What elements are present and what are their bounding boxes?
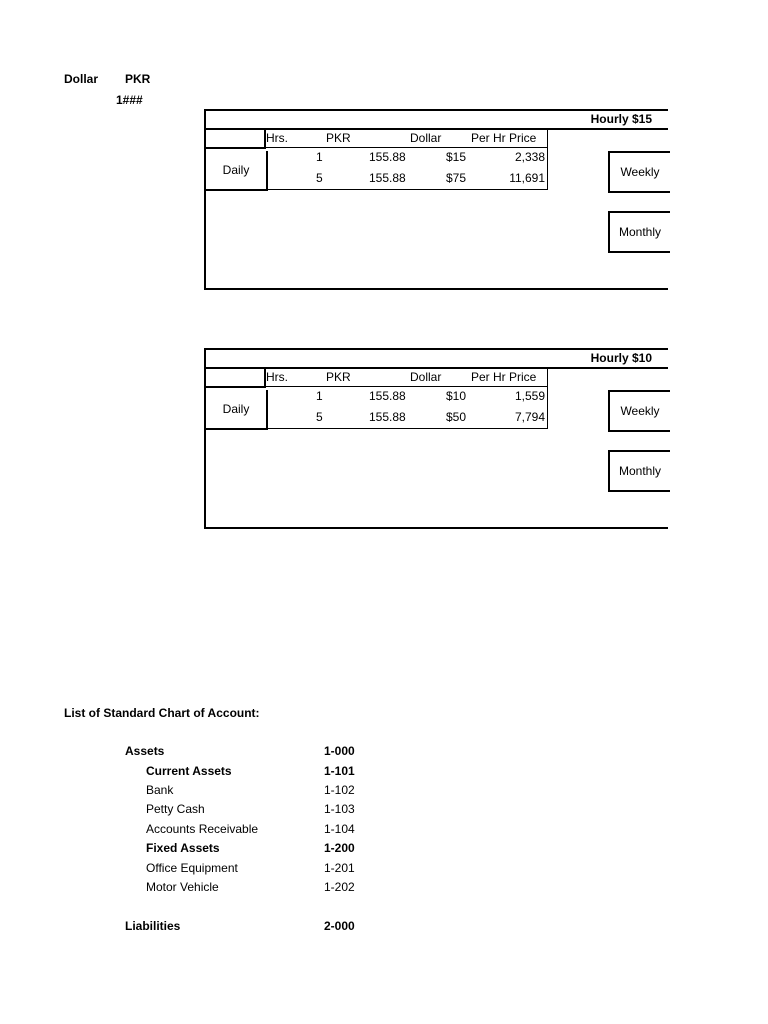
row2-pkr: 155.88: [369, 171, 406, 185]
account-name: Current Assets: [146, 764, 232, 778]
weekly-box: [608, 151, 670, 193]
header-blank-cell: [206, 128, 266, 149]
hourly-rate-label: Hourly $15: [590, 112, 652, 126]
rate-panel-10: [204, 348, 668, 529]
monthly-label: Monthly: [618, 464, 662, 478]
account-code: 1-103: [324, 802, 355, 816]
row2-pkr: 155.88: [369, 410, 406, 424]
header-dollar: Dollar: [410, 131, 442, 145]
account-code: 1-200: [324, 841, 355, 855]
row2-dollar: $75: [445, 171, 466, 185]
account-code: 1-104: [324, 822, 355, 836]
weekly-label: Weekly: [620, 165, 660, 179]
row2-dollar: $50: [445, 410, 466, 424]
account-name: Accounts Receivable: [146, 822, 259, 836]
account-code: 1-202: [324, 880, 355, 894]
account-code: 1-000: [324, 744, 355, 758]
row1-hrs: 1: [316, 389, 323, 403]
row2-hrs: 5: [316, 410, 323, 424]
table-header-divider: [266, 147, 547, 148]
header-per-hr-price: Per Hr Price: [471, 370, 537, 384]
row2-hrs: 5: [316, 171, 323, 185]
pkr-label: PKR: [125, 72, 151, 86]
header-dollar: Dollar: [410, 370, 442, 384]
accounts-title: List of Standard Chart of Account:: [64, 706, 260, 720]
rates-table: [266, 128, 548, 190]
daily-label: Daily: [222, 402, 250, 416]
account-name: Petty Cash: [146, 802, 205, 816]
account-code: 1-101: [324, 764, 355, 778]
account-code: 1-102: [324, 783, 355, 797]
hourly-rate-label: Hourly $10: [590, 351, 652, 365]
row2-price: 11,691: [509, 171, 545, 185]
row1-price: 2,338: [514, 150, 545, 164]
account-name: Office Equipment: [146, 861, 238, 875]
row1-price: 1,559: [514, 389, 545, 403]
exchange-rate-cell: 1###: [116, 93, 143, 107]
header-hrs: Hrs.: [266, 131, 288, 145]
header-blank-cell: [206, 367, 266, 388]
row1-pkr: 155.88: [369, 389, 406, 403]
row1-pkr: 155.88: [369, 150, 406, 164]
header-hrs: Hrs.: [266, 370, 288, 384]
account-name: Motor Vehicle: [146, 880, 219, 894]
dollar-label: Dollar: [64, 72, 99, 86]
weekly-box: [608, 390, 670, 432]
rate-panel-15: [204, 109, 668, 290]
account-name: Liabilities: [125, 919, 181, 933]
monthly-box: [608, 450, 670, 492]
account-name: Bank: [146, 783, 174, 797]
table-header-divider: [266, 386, 547, 387]
daily-label: Daily: [222, 163, 250, 177]
daily-label-cell: [206, 390, 268, 430]
header-pkr: PKR: [326, 131, 351, 145]
row2-price: 7,794: [514, 410, 545, 424]
header-pkr: PKR: [326, 370, 351, 384]
account-code: 2-000: [324, 919, 355, 933]
header-per-hr-price: Per Hr Price: [471, 131, 537, 145]
daily-label-cell: [206, 151, 268, 191]
row1-hrs: 1: [316, 150, 323, 164]
account-code: 1-201: [324, 861, 355, 875]
weekly-label: Weekly: [620, 404, 660, 418]
monthly-box: [608, 211, 670, 253]
monthly-label: Monthly: [618, 225, 662, 239]
rates-table: [266, 367, 548, 429]
account-name: Fixed Assets: [146, 841, 220, 855]
row1-dollar: $10: [445, 389, 466, 403]
row1-dollar: $15: [445, 150, 466, 164]
account-name: Assets: [125, 744, 165, 758]
